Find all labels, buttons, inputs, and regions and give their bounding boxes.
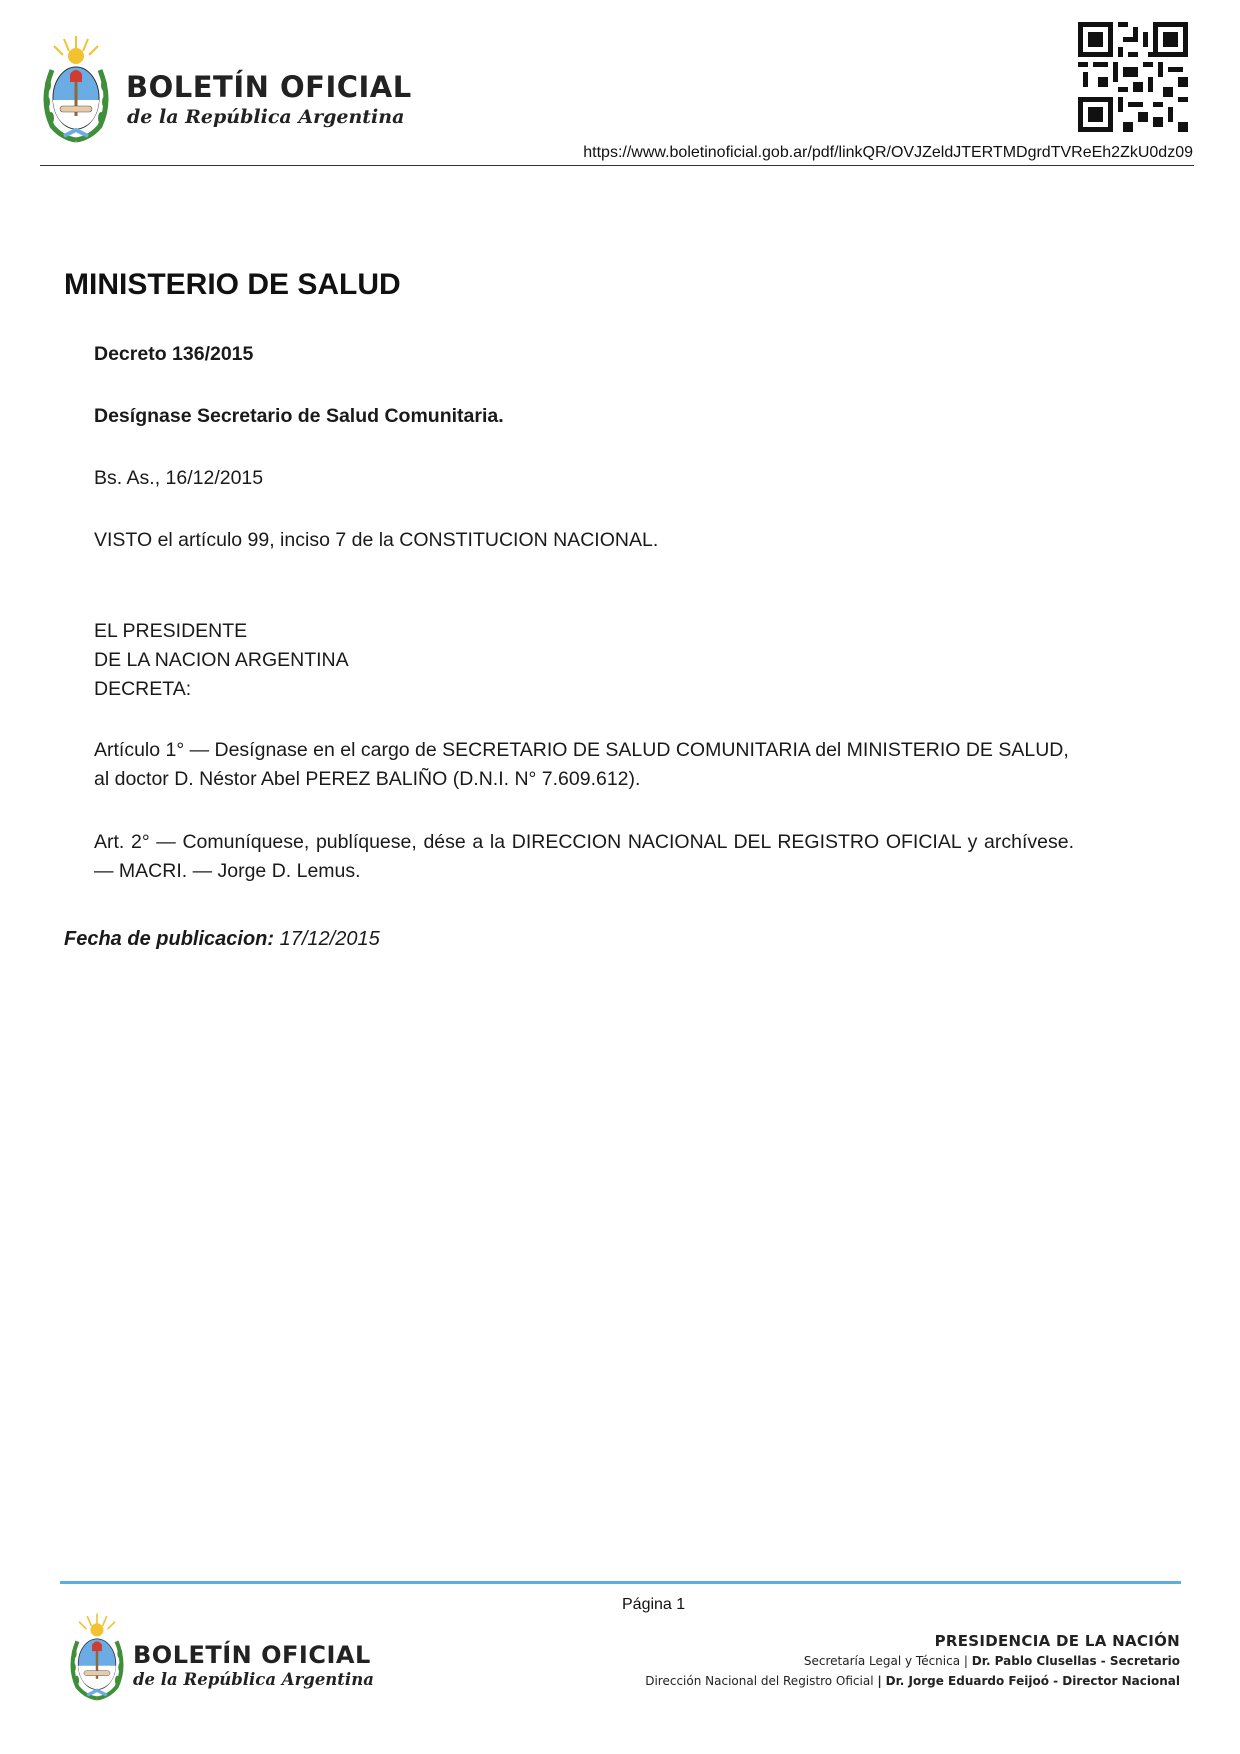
footer-direccion-label: Dirección Nacional del Registro Oficial: [645, 1674, 874, 1688]
footer-brand-subtitle: de la República Argentina: [133, 1670, 374, 1689]
president-line-2: DE LA NACION ARGENTINA: [94, 649, 349, 671]
publication-date-value: 17/12/2015: [279, 928, 380, 950]
decreta-line: DECRETA:: [94, 678, 192, 700]
coat-of-arms-icon: [66, 1608, 128, 1704]
header-divider: [40, 165, 1194, 166]
page-number: Página 1: [622, 1596, 686, 1613]
footer-direccion-person: Dr. Jorge Eduardo Feijoó - Director Nacional: [885, 1674, 1180, 1688]
footer-brand-title: BOLETÍN OFICIAL: [133, 1641, 371, 1669]
document-url[interactable]: https://www.boletinoficial.gob.ar/pdf/linkQR/OVJZeldJTERTMDgrdTVReEh2ZkU0dz09: [583, 144, 1193, 161]
article-2: Art. 2° — Comuníquese, publíquese, dése a la DIRECCION NACIONAL DEL REGISTRO OFICIAL y archívese. — MACRI. — Jorge D. Lemus.: [94, 831, 1074, 882]
footer-secretaria-person: Dr. Pablo Clusellas - Secretario: [971, 1654, 1180, 1668]
brand-subtitle: de la República Argentina: [127, 106, 405, 128]
publication-date-label: Fecha de publicacion:: [64, 928, 275, 950]
brand-title: BOLETÍN OFICIAL: [126, 70, 412, 104]
footer-secretaria-label: Secretaría Legal y Técnica: [803, 1654, 961, 1668]
visto-paragraph: VISTO el artículo 99, inciso 7 de la CONSTITUCION NACIONAL.: [94, 529, 659, 551]
footer-direccion: [645, 1674, 1180, 1688]
decree-number: Decreto 136/2015: [94, 343, 254, 365]
qr-code-icon[interactable]: [1078, 22, 1188, 132]
footer-separator: |: [963, 1654, 968, 1668]
ministry-heading: MINISTERIO DE SALUD: [64, 268, 401, 301]
footer-divider: [60, 1581, 1181, 1584]
footer-secretaria: [804, 1654, 1180, 1668]
place-date: Bs. As., 16/12/2015: [94, 467, 264, 489]
article-1: Artículo 1° — Desígnase en el cargo de SECRETARIO DE SALUD COMUNITARIA del MINISTERIO DE SALUD, al doctor D. Néstor Abel PEREZ BALIÑO (D.N.I. N° 7.609.612).: [94, 739, 1069, 790]
decree-summary: Desígnase Secretario de Salud Comunitaria.: [94, 405, 504, 427]
president-line-1: EL PRESIDENTE: [94, 620, 248, 642]
coat-of-arms-icon: [38, 30, 114, 146]
publication-date: [64, 928, 380, 951]
footer-presidencia: PRESIDENCIA DE LA NACIÓN: [934, 1632, 1180, 1650]
footer-separator: |: [877, 1674, 882, 1688]
